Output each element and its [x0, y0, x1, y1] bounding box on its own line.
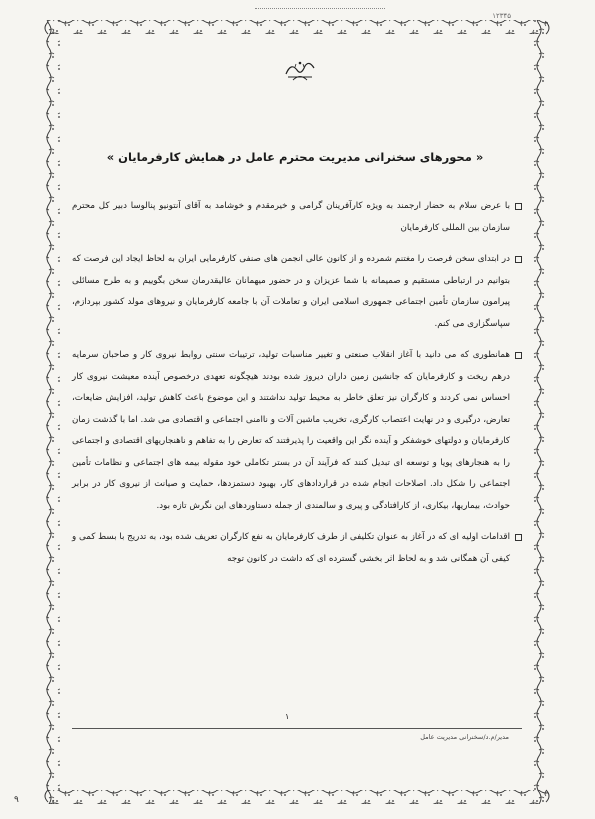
footer-rule [72, 728, 522, 729]
document-body [72, 196, 522, 580]
margin-number: ۹ [14, 795, 19, 805]
square-bullet-icon [515, 256, 522, 263]
square-bullet-icon [515, 352, 522, 359]
page-number: ۱ [285, 712, 290, 721]
square-bullet-icon [515, 203, 522, 210]
paragraph-text: با عرض سلام به حضار ارجمند به ویژه کارآفرینان گرامی و خیرمقدم و خوشامد به آقای آنتونیو پنالوسا دبیر کل محترم سازمان بین المللی کارفرمایان [72, 201, 510, 233]
paragraph-text: اقدامات اولیه ای که در آغاز به عنوان تکلیفی از طرف کارفرمایان به نفع کارگران تعریف شده بود، به تدریج با بسط کمی و کیفی آن همگانی شد و به لحاظ اثر بخشی گسترده ای که داشت در کانون توجه [72, 532, 510, 564]
paragraph [72, 527, 522, 570]
paragraph-text: در ابتدای سخن فرصت را مغتنم شمرده و از کانون عالی انجمن های صنفی کارفرمایی ایران به لحاظ ایجاد این فرصت که بتوانیم در ارتباطی مستقیم و صمیمانه با شما عزیزان و در حضور میهمانان عالیقدرمان سخن بگوییم و به طرح مسائلی پیرامون سازمان تأمین اجتماعی جمهوری اسلامی ایران و تعاملات آن با جامعه کارفرمایان و نیروهای مولد کشور بپردازم، سپاسگزاری می کنم. [72, 254, 510, 329]
document-title: « محورهای سخنرانی مدیریت محترم عامل در همایش کارفرمایان » [106, 150, 484, 164]
calligraphy-emblem-icon [283, 58, 317, 82]
paragraph [72, 345, 522, 517]
square-bullet-icon [515, 534, 522, 541]
paragraph [72, 249, 522, 335]
corner-number: ۱۲۳۴۵ [492, 12, 511, 20]
paragraph-text: همانطوری که می دانید با آغاز انقلاب صنعتی و تغییر مناسبات تولید، ترتیبات سنتی روابط نیروی کار و صاحبان سرمایه درهم ریخت و کارفرمایان که جانشین زمین داران دیروز شده بودند هیچگونه تعهدی درخصوص آینده معیشت نیروی کار احساس نمی کردند و کارگران نیز تعلق خاطر به محیط تولید نداشتند و این موضوع باعث کاهش تولید، افزایش ضایعات، تعارض، درگیری و در نهایت اعتصاب کارگری، تخریب ماشین آلات و ناامنی اجتماعی و اقتصادی می شد. اما با گذشت زمان کارفرمایان و دولتهای خوشفکر و آینده نگر این واقعیت را پذیرفتند که تعارض را به تفاهم و ناهنجاریهای اقتصادی و اجتماعی را به هنجارهای پویا و توسعه ای تبدیل کنند که فرآیند آن در بستر تکاملی خود مقوله بیمه های اجتماعی و نظامات تأمین اجتماعی را شکل داد. اصلاحات انجام شده در قراردادهای کار، بهبود دستمزدها، حمایت و صیانت از نیروی کار در برابر حوادث، بیماریها، بیکاری، از کارافتادگی و پیری و سالمندی از جمله دستاوردهای این نگرش تازه بود. [72, 350, 510, 511]
paragraph [72, 196, 522, 239]
footer-reference: مدیر/م.د/سخنرانی مدیریت عامل [420, 733, 509, 741]
